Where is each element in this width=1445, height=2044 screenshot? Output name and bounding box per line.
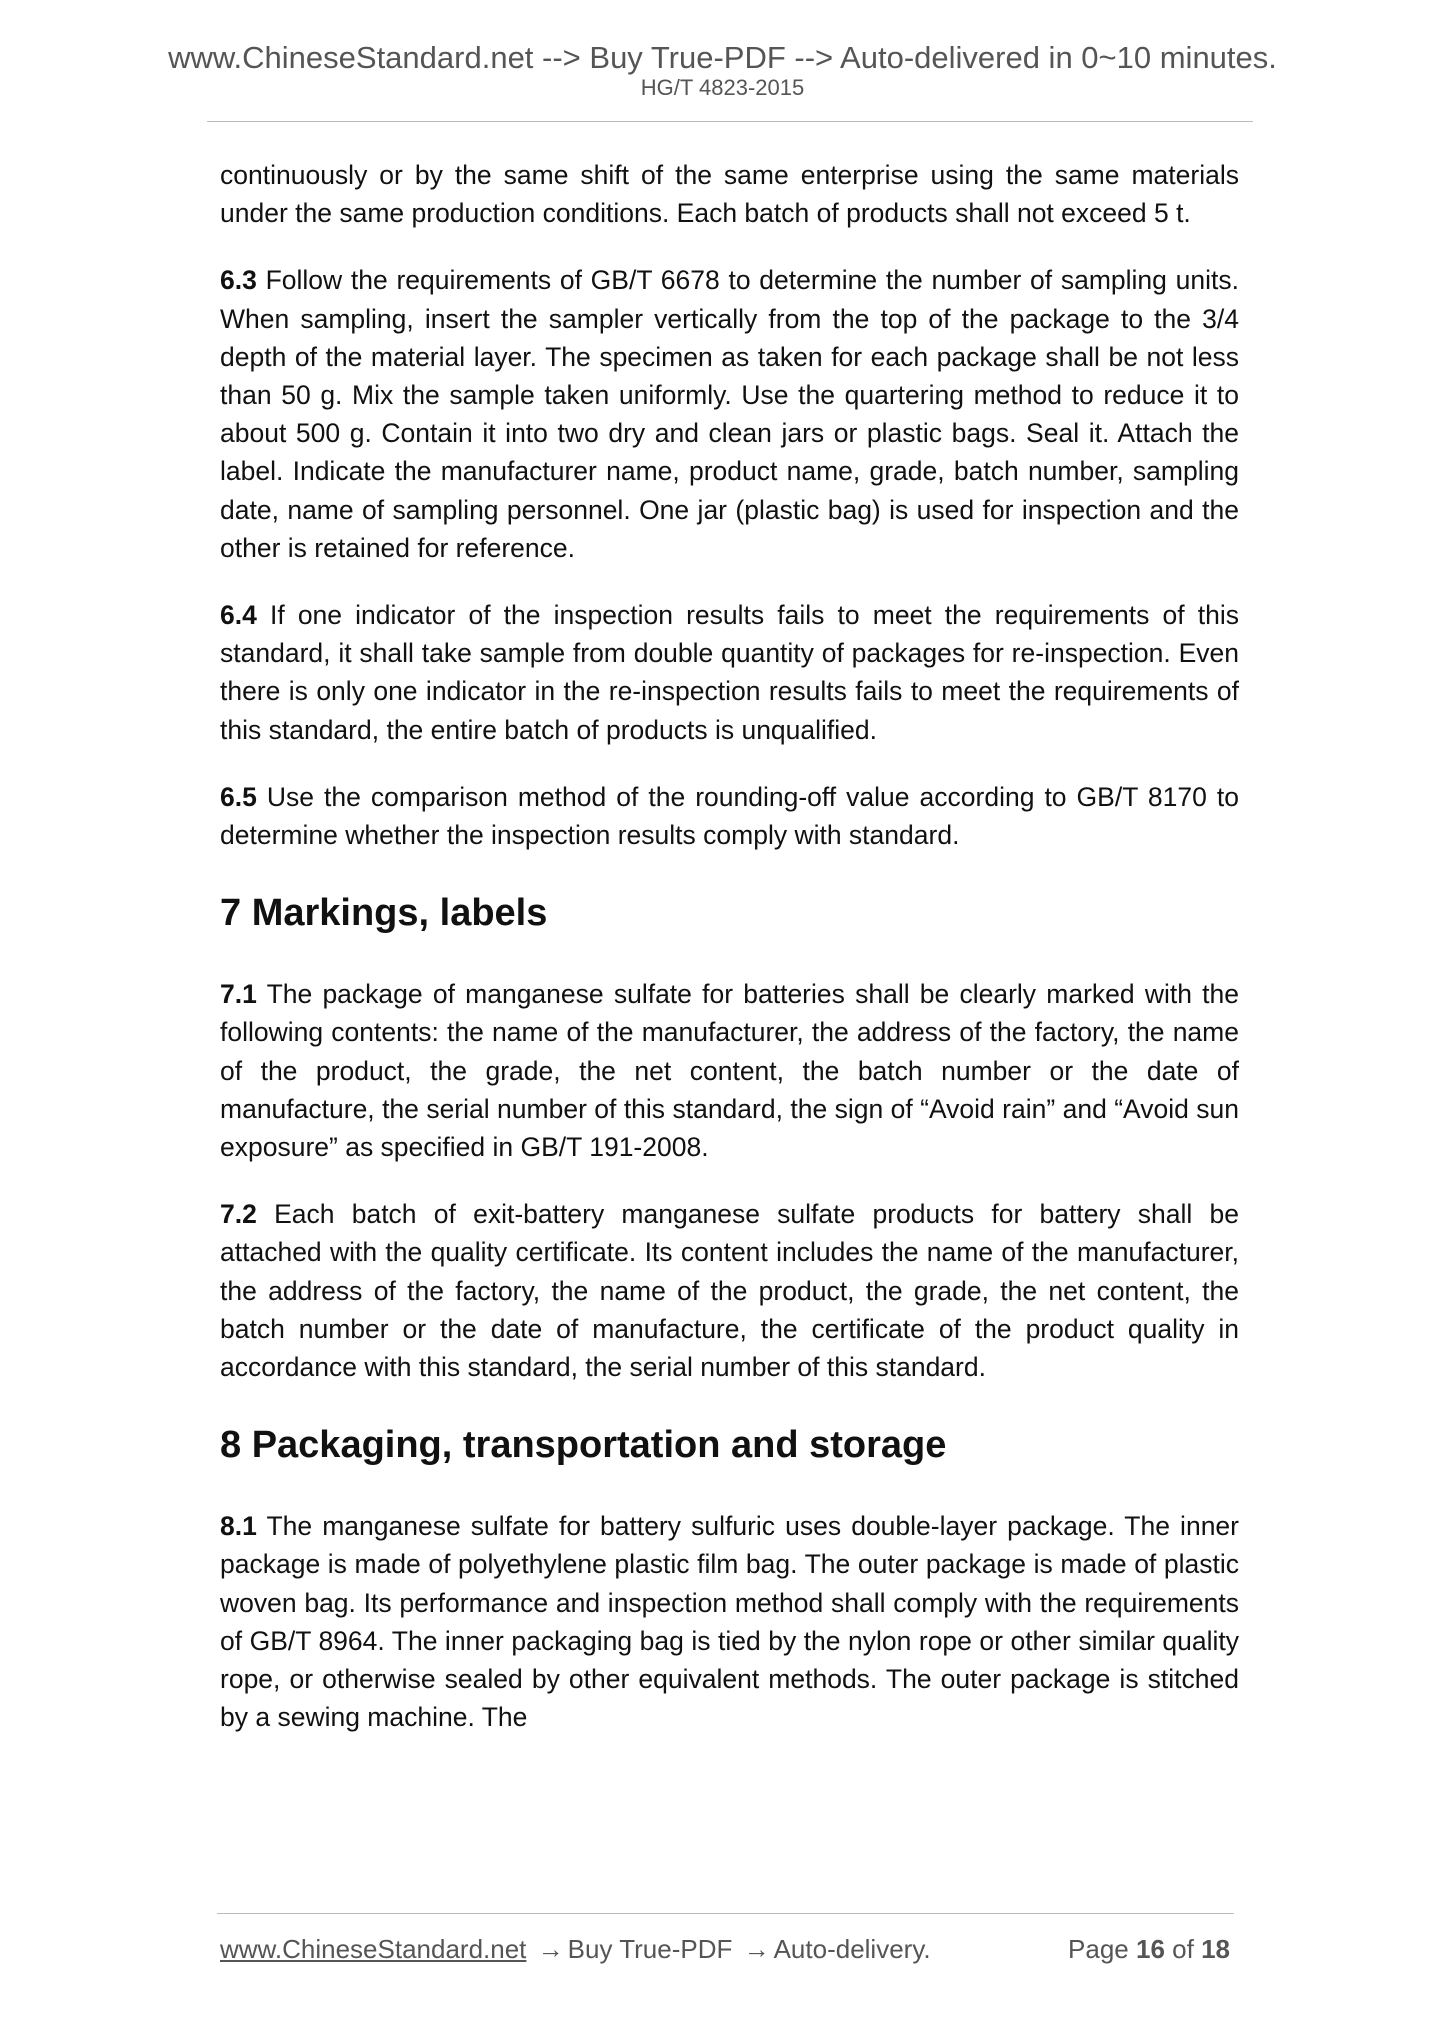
clause-number: 7.1 — [220, 979, 257, 1010]
arrow-right-icon: → — [537, 1934, 564, 1964]
clause-number: 6.5 — [220, 781, 257, 812]
page-footer — [220, 1932, 1230, 1966]
top-banner-link[interactable]: www.ChineseStandard.net --> Buy True-PDF --> Auto-delivered in 0~10 minutes. — [168, 40, 1277, 75]
clause-number: 8.1 — [220, 1511, 257, 1542]
standard-code: HG/T 4823-2015 — [640, 75, 805, 100]
paragraph-continued: continuously or by the same shift of the same enterprise using the same materials under the same production conditions. Each batch of products shall not exceed 5 t. — [220, 160, 1239, 229]
clause-7-2 — [220, 1195, 1239, 1386]
footer-promo — [220, 1932, 931, 1966]
arrow-right-icon: → — [743, 1934, 770, 1964]
clause-number: 6.4 — [220, 600, 257, 631]
clause-text: The package of manganese sulfate for batteries shall be clearly marked with the following contents: the name of the manufacturer, the address of the factory, the name of the product, the grade, the net content, the batch number or the date of manufacture, the serial number of this standard, the sign of “Avoid rain” and “Avoid sun exposure” as specified in GB/T 191-2008. — [220, 979, 1239, 1163]
page-label: Page — [1068, 1934, 1129, 1964]
section-heading-7: 7 Markings, labels — [220, 892, 548, 935]
clause-number: 7.2 — [220, 1199, 257, 1230]
clause-text: The manganese sulfate for battery sulfuric uses double-layer package. The inner package is made of polyethylene plastic film bag. The outer package is made of plastic woven bag. Its performance and inspection method shall comply with the requirements of GB/T 8964. The inner packaging bag is tied by the nylon rope or other similar quality rope, or otherwise sealed by other equivalent methods. The outer package is stitched by a sewing machine. The — [220, 1511, 1239, 1733]
clause-7-1 — [220, 975, 1239, 1166]
clause-8-1 — [220, 1507, 1239, 1736]
footer-divider — [217, 1913, 1234, 1914]
header-divider — [207, 121, 1253, 122]
clause-number: 6.3 — [220, 265, 257, 296]
current-page: 16 — [1136, 1934, 1165, 1964]
footer-delivery-text: Auto-delivery. — [773, 1934, 931, 1964]
clause-6-5 — [220, 778, 1239, 854]
clause-text: Use the comparison method of the rounding-off value according to GB/T 8170 to determine whether the inspection results comply with standard. — [220, 781, 1239, 851]
section-heading-8: 8 Packaging, transportation and storage — [220, 1424, 947, 1467]
page-content — [220, 156, 1239, 1737]
footer-site-link[interactable]: www.ChineseStandard.net — [220, 1934, 527, 1964]
page-number — [1068, 1932, 1230, 1966]
footer-buy-text: Buy True-PDF — [567, 1934, 733, 1964]
of-label: of — [1172, 1934, 1194, 1964]
clause-text: If one indicator of the inspection results fails to meet the requirements of this standard, it shall take sample from double quantity of packages for re-inspection. Even there is only one indicator in the re-inspection results fails to meet the requirements of this standard, the entire batch of products is unqualified. — [220, 600, 1239, 745]
clause-6-3 — [220, 261, 1239, 567]
clause-6-4 — [220, 596, 1239, 749]
clause-text: Follow the requirements of GB/T 6678 to determine the number of sampling units. When sampling, insert the sampler vertically from the top of the package to the 3/4 depth of the material layer. The specimen as taken for each package shall be not less than 50 g. Mix the sample taken uniformly. Use the quartering method to reduce it to about 500 g. Contain it into two dry and clean jars or plastic bags. Seal it. Attach the label. Indicate the manufacturer name, product name, grade, batch number, sampling date, name of sampling personnel. One jar (plastic bag) is used for inspection and the other is retained for reference. — [220, 265, 1239, 563]
total-pages: 18 — [1201, 1934, 1230, 1964]
clause-text: Each batch of exit-battery manganese sulfate products for battery shall be attached with the quality certificate. Its content includes the name of the manufacturer, the address of the factory, the name of the product, the grade, the net content, the batch number or the date of manufacture, the certificate of the product quality in accordance with this standard, the serial number of this standard. — [220, 1199, 1239, 1383]
